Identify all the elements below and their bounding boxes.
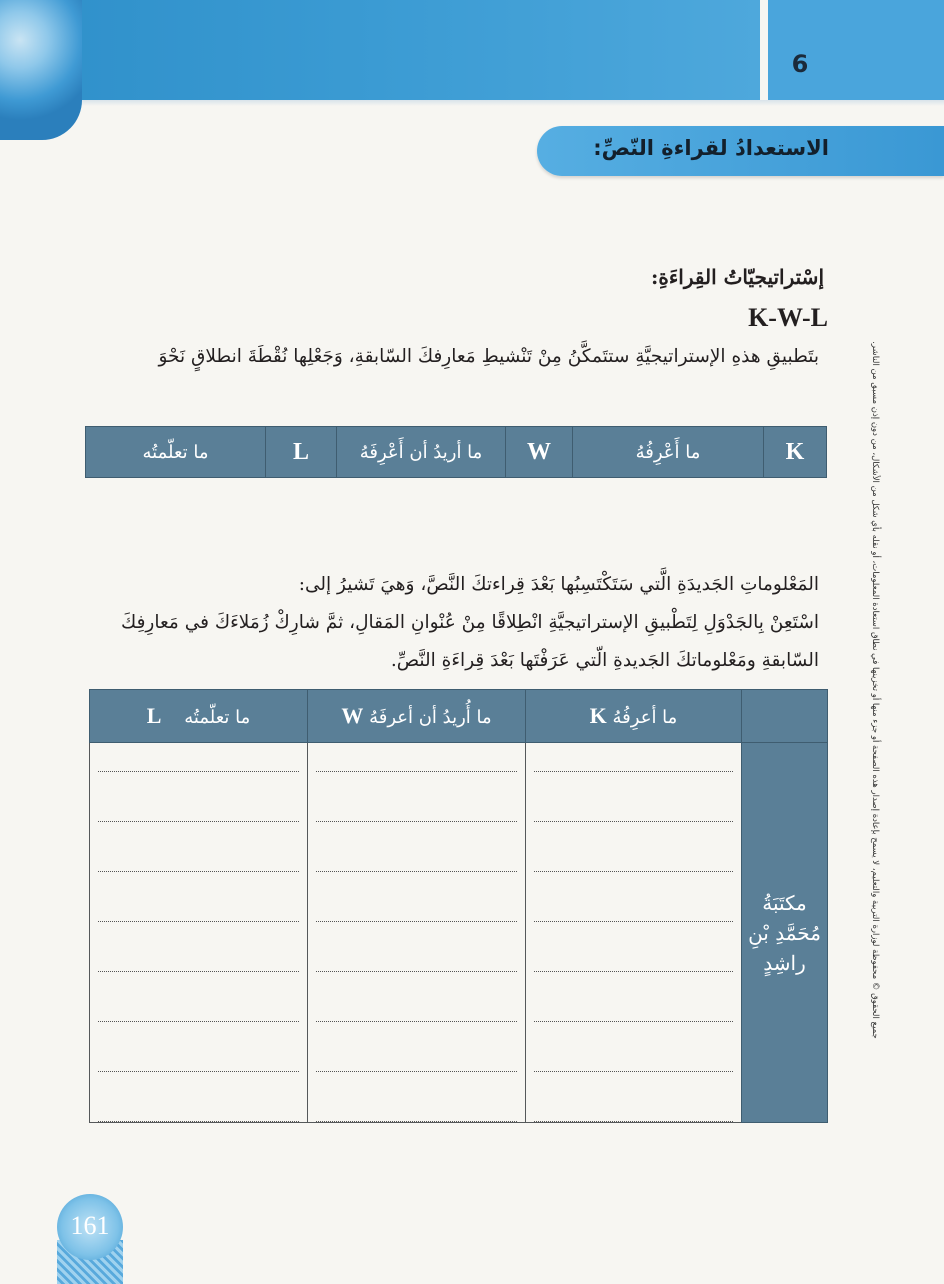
kwl-w-letter: W [506,427,573,478]
kwl-k-label: ما أَعْرِفُهُ [573,427,764,478]
answer-line [316,1072,517,1122]
answer-line [534,922,733,972]
answer-line [316,822,517,872]
section-title: الاستعدادُ لقراءةِ النّصِّ: [593,136,829,160]
answer-line [98,1022,299,1072]
column-w-label: ما أُريدُ أن أعرفَهُ [369,707,492,728]
column-l-letter: L [146,703,162,728]
answer-line [98,872,299,922]
corner-decoration [0,0,82,140]
answer-line [98,972,299,1022]
banner-divider [760,0,768,100]
instruction-line-3: السّابقةِ ومَعْلوماتكَ الجَديدةِ الّتي عَرَفْتَها بَعْدَ قِراءَةِ النَّصِّ. [390,650,819,671]
answer-line [534,1072,733,1122]
answer-line [98,1072,299,1122]
kwl-w-label: ما أريدُ أن أَعْرِفَهُ [337,427,506,478]
answer-line [98,922,299,972]
w-answer-cell[interactable] [308,743,526,1123]
kwl-l-label: ما تعلّمتُه [86,427,266,478]
strategy-intro: بتَطبيقِ هذهِ الإستراتيجيَّةِ ستتَمكَّنُ مِنْ تَنْشيطِ مَعارِفكَ السّابقةِ، وَجَعْلِها نُقْطَةَ انطلاقٍ نَحْوَ [158,346,819,367]
k-answer-cell[interactable] [526,743,742,1123]
answer-line [534,822,733,872]
answer-line [316,772,517,822]
instruction-line-2: اسْتَعِنْ بِالجَدْوَلِ لِتَطْبيقِ الإستراتيجيَّةِ انْطِلاقًا مِنْ عُنْوانِ المَقالِ، ثمَّ شارِكْ زُمَلاءَكَ في مَعارِفِكَ [120,612,819,633]
kwl-l-letter: L [266,427,337,478]
column-l-label: ما تعلّمتُه [184,707,251,728]
answer-line [534,1022,733,1072]
kwl-worksheet-table [89,689,828,1123]
library-line-3: راشِدٍ [763,950,806,975]
column-w-letter: W [341,703,364,728]
library-line-2: مُحَمَّدِ بْنِ [748,920,821,945]
strategy-heading: إسْتراتيجيّاتُ القِراءَةِ: [651,265,824,289]
column-k-letter: K [589,703,607,728]
copyright-side-note: جميع الحقوق © محفوظة لوزارة التربية والتعليم، لا يسمح بإعادة إصدار هذه الصفحة أو جزء منها أو تخزينها في نطاق استعادة المعلومات، أو نقله بأي شكل من الأشكال، من دون إذن مسبق من الناشر. [870,341,880,1039]
l-answer-cell[interactable] [90,743,308,1123]
kwl-header-strip [85,426,827,478]
answer-line [534,772,733,822]
page-number: 161 [70,1211,110,1240]
library-line-1: مكتَبَةُ [762,890,807,915]
kwl-k-letter: K [764,427,827,478]
answer-line [316,1022,517,1072]
answer-line [316,922,517,972]
answer-line [98,822,299,872]
blank-header-cell [742,690,828,743]
answer-line [316,872,517,922]
unit-number: 6 [791,50,809,78]
column-header-l [90,690,308,743]
banner-shadow [0,100,944,106]
column-k-label: ما أعرِفُهُ [612,707,678,728]
library-watermark-cell [742,743,828,1123]
instruction-line-1: المَعْلوماتِ الجَديدَةِ الَّتي سَتَكْتَسِبُها بَعْدَ قِراءتكَ النَّصَّ، وَهيَ تَشيرُ إلى: [298,574,819,595]
column-header-w [308,690,526,743]
answer-line [98,772,299,822]
column-header-k [526,690,742,743]
answer-line [534,872,733,922]
answer-line [534,972,733,1022]
kwl-label: K-W-L [748,303,828,332]
answer-line [316,972,517,1022]
